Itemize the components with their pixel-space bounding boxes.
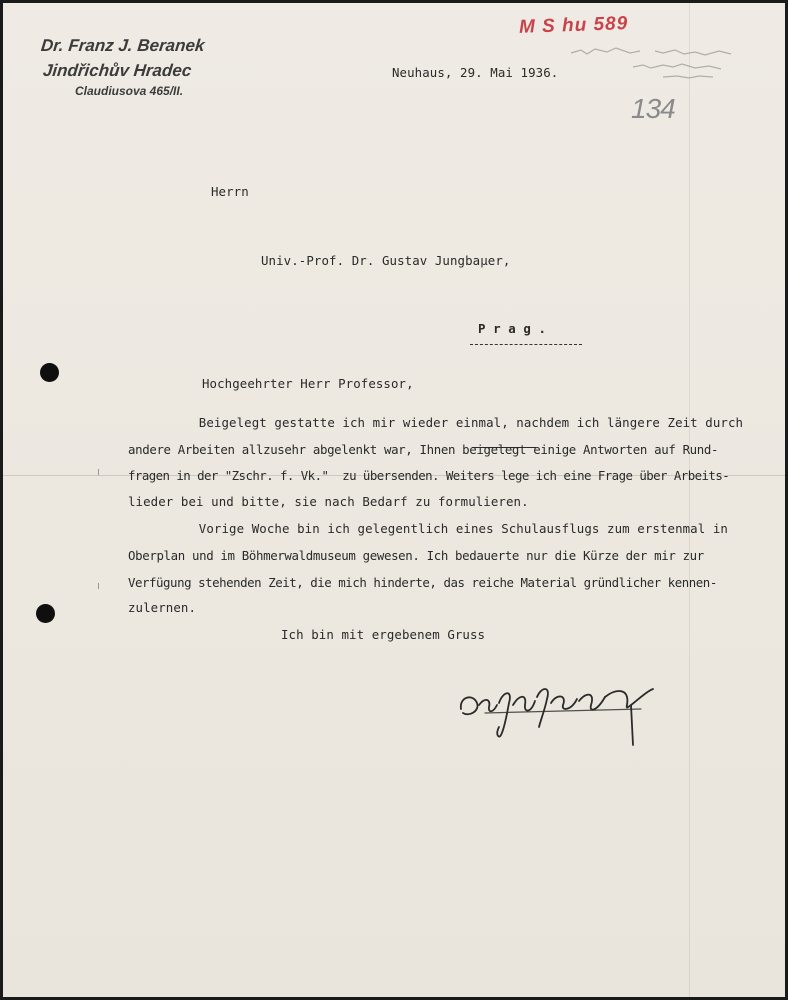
letterhead-city: Jindřichův Hradec [42,61,193,80]
handwritten-signature [455,683,665,749]
body-line: Beigelegt gestatte ich mir wieder einmal, nachdem ich längere Zeit durch [161,415,744,430]
letterhead-street: Claudiusova 465/II. [75,84,184,98]
archive-folio-number: 134 [631,93,675,124]
recipient-name: Univ.-Prof. Dr. Gustav Jungbaμer, [261,253,511,268]
place-date: Neuhaus, 29. Mai 1936. [392,65,559,80]
salutation-herrn: Herrn [211,184,249,199]
body-line: Verfügung stehenden Zeit, die mich hinderte, das reiche Material gründlicher kennen- [128,575,717,590]
recipient-city: P r a g . [478,321,547,336]
margin-tick [98,583,99,589]
punch-hole-bottom [36,604,55,623]
body-line: Oberplan und im Böhmerwaldmuseum gewesen. Ich bedauerte nur die Kürze der mir zur [128,548,704,563]
archive-signature-mark: M S hu 589 [518,13,629,38]
letterhead-name: Dr. Franz J. Beranek [40,36,206,55]
body-line: Vorige Woche bin ich gelegentlich eines Schulausflugs zum erstenmal in [161,521,728,536]
margin-tick [98,469,99,475]
letter-sheet [3,3,785,997]
body-line: fragen in der "Zschr. f. Vk." zu übersenden. Weiters lege ich eine Frage über Arbeits- [128,468,730,483]
body-line: andere Arbeiten allzusehr abgelenkt war, Ihnen beigelegt einige Antworten auf Rund- [128,442,719,457]
paper-fold-vertical [689,3,690,997]
body-line: lieder bei und bitte, sie nach Bedarf zu formulieren. [128,494,529,509]
greeting: Hochgeehrter Herr Professor, [202,376,414,391]
faded-library-stamp [569,43,745,83]
body-line: zulernen. [128,600,197,615]
closing: Ich bin mit ergebenem Gruss [281,627,486,642]
punch-hole-top [40,363,59,382]
city-underline [470,344,582,345]
strikethrough-beigelegt [472,447,536,448]
